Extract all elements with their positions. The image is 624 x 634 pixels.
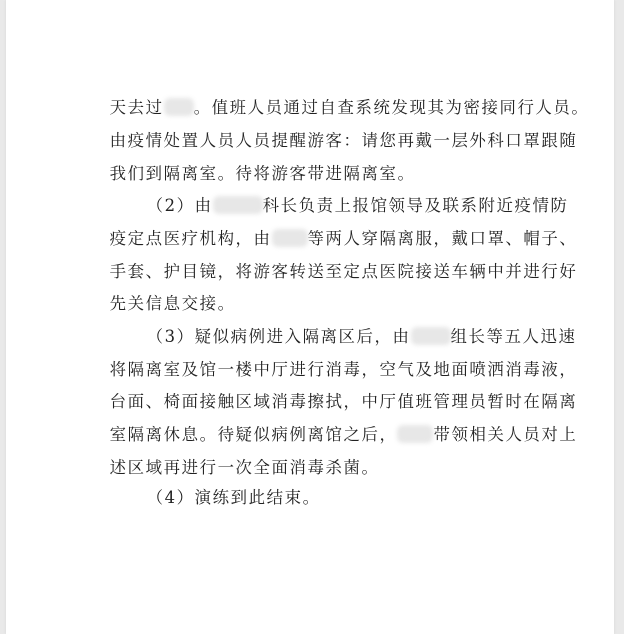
text-segment: 先关信息交接。	[109, 294, 236, 313]
text-segment: 由疫情处置人员人员提醒游客：请您再戴一层外科口罩跟随	[109, 131, 578, 150]
text-segment: （4）演练到此结束。	[146, 488, 321, 507]
text-line-13	[133, 468, 321, 508]
text-segment: 我们到隔离室。待将游客带进隔离室。	[109, 164, 416, 183]
text-segment: （2）由	[146, 196, 213, 215]
redacted-name	[397, 425, 433, 443]
text-segment: 。值班人员通过自查系统发现其为密接同行人员。	[193, 98, 590, 117]
text-segment: 带领相关人员对上	[433, 425, 578, 444]
text-segment: 疫定点医疗机构，由	[109, 229, 272, 248]
text-segment: 述区域再进行一次全面消毒杀菌。	[109, 458, 380, 477]
text-segment: 天去过	[109, 98, 164, 117]
text-segment: 台面、椅面接触区域消毒擦拭，中厅值班管理员暂时在隔离	[109, 392, 578, 411]
text-segment: 将隔离室及馆一楼中厅进行消毒，空气及地面喷洒消毒液，	[109, 360, 578, 379]
text-segment: 等两人穿隔离服，戴口罩、帽子、	[307, 229, 578, 248]
text-segment: 科长负责上报馆领导及联系附近疫情防	[262, 196, 569, 215]
text-segment: 室隔离休息。待疑似病例离馆之后，	[109, 425, 398, 444]
text-segment: 手套、护目镜，将游客转送至定点医院接送车辆中并进行好	[109, 262, 578, 281]
text-segment: 组长等五人迅速	[450, 327, 577, 346]
text-segment: （3）疑似病例进入隔离区后，由	[146, 327, 411, 346]
